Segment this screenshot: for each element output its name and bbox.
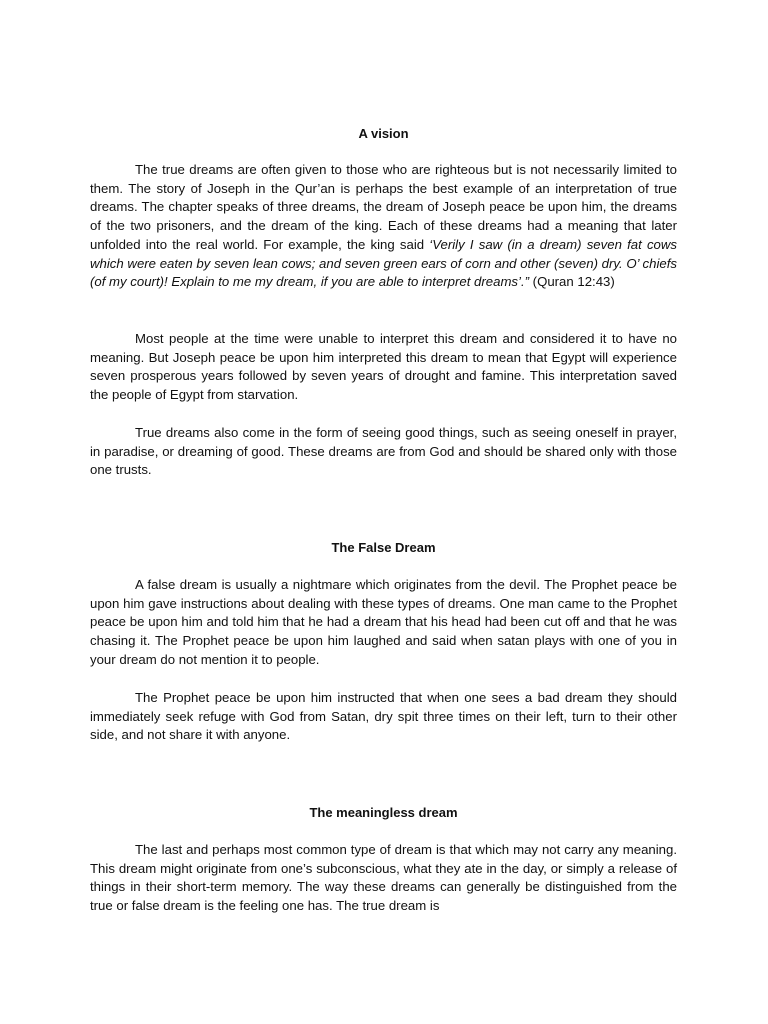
section-heading-meaningless-dream: The meaningless dream xyxy=(309,805,458,820)
section-heading-false-dream: The False Dream xyxy=(331,540,436,555)
paragraph-vision-3: True dreams also come in the form of seeing good things, such as seeing oneself in prayer, in paradise, or dreaming of good. These dreams are from God and should be shared only with those one trusts. xyxy=(90,425,677,478)
section-heading-vision: A vision xyxy=(358,126,409,141)
paragraph-text: The true dreams are often given to those who are righteous but is not necessarily limited to them. The story of Joseph in the Qur’an is perhaps the best example of an interpretation of true dreams. The chapter speaks of three dreams, the dream of Joseph peace be upon him, the dreams of the two prisoners, and the dream of the king. Each of these dreams had a meaning that later unfolded into the real world. For example, the king said xyxy=(90,162,677,252)
quote-citation: (Quran 12:43) xyxy=(529,274,615,290)
paragraph-false-dream-1: A false dream is usually a nightmare which originates from the devil. The Prophet peace be upon him gave instructions about dealing with these types of dreams. One man came to the Prophet peace be upon him and told him that he had a dream that his head had been cut off and that he was chasing it. The Prophet peace be upon him laughed and said when satan plays with one of you in your dream do not mention it to people. xyxy=(90,577,677,667)
paragraph-vision-2: Most people at the time were unable to interpret this dream and considered it to have no meaning. But Joseph peace be upon him interpreted this dream to mean that Egypt will experience seven prosperous years followed by seven years of drought and famine. This interpretation saved the people of Egypt from starvation. xyxy=(90,331,677,403)
paragraph-meaningless-dream-1: The last and perhaps most common type of dream is that which may not carry any meaning. This dream might originate from one’s subconscious, what they ate in the day, or simply a release of things in their short-term memory. The way these dreams can generally be distinguished from the true or false dream is the feeling one has. The true dream is xyxy=(90,842,677,914)
paragraph-false-dream-2: The Prophet peace be upon him instructed that when one sees a bad dream they should immediately seek refuge with God from Satan, dry spit three times on their left, turn to their other side, and not share it with anyone. xyxy=(90,690,677,743)
quran-quote: ‘Verily I saw (in a dream) seven fat cows which were eaten by seven lean cows; and seven green ears of corn and other (seven) dry. O’ chiefs (of my court)! Explain to me my dream, if you are able to interpret dreams’.” xyxy=(90,236,677,290)
paragraph-vision-1 xyxy=(90,161,677,292)
